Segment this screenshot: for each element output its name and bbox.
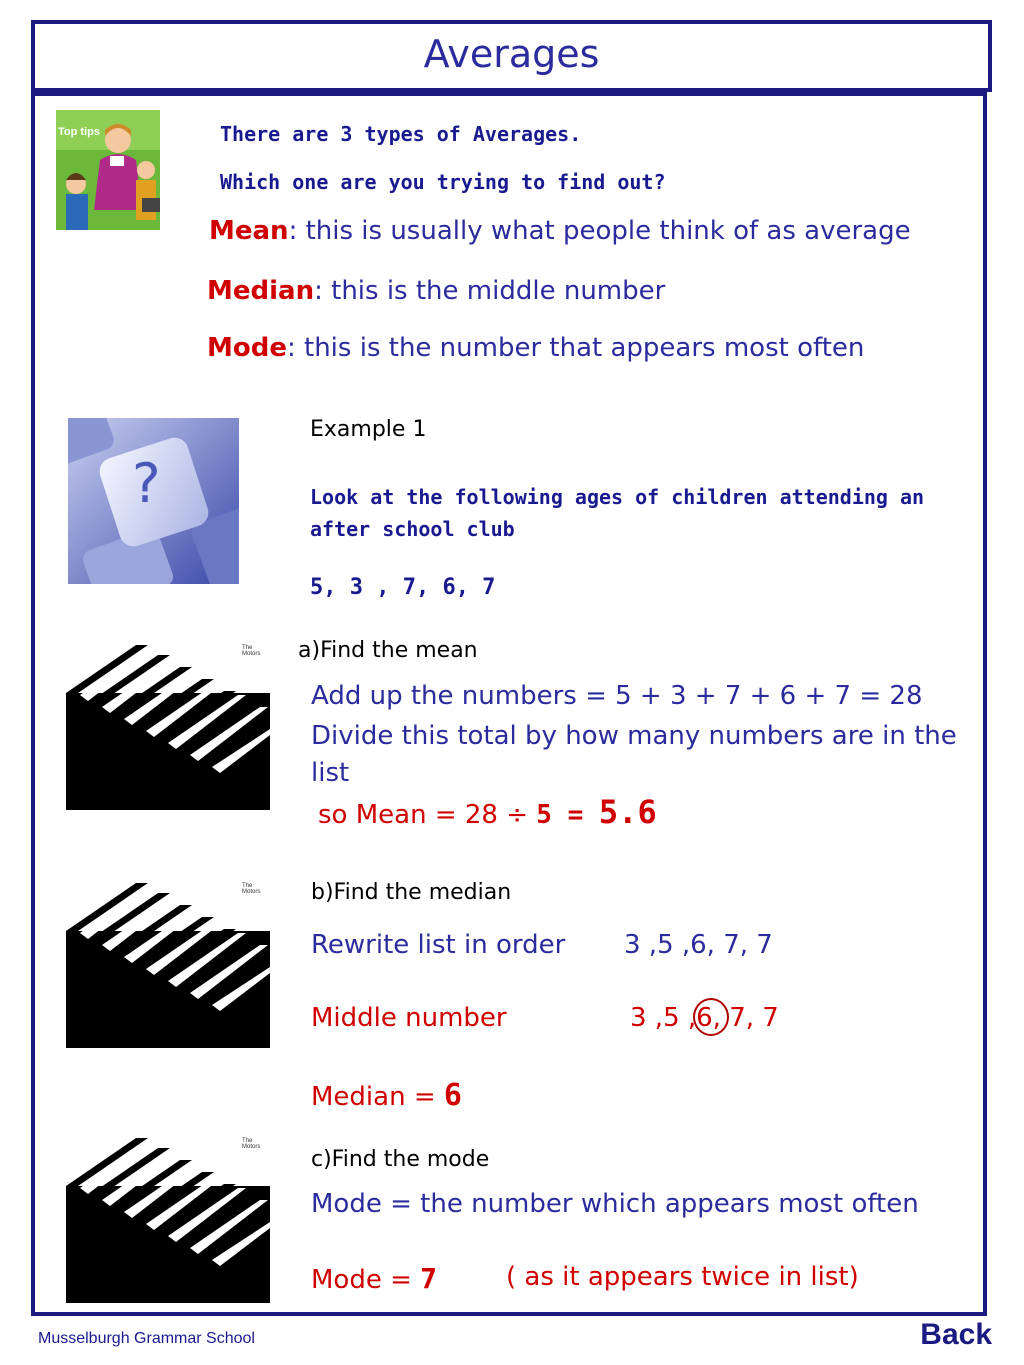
median-term: Median	[207, 276, 315, 306]
stairs-image-c	[66, 1138, 270, 1303]
mean-result-divisor: 5 =	[536, 800, 599, 830]
mode-value: 7	[420, 1262, 438, 1295]
mode-label: Mode =	[311, 1265, 421, 1295]
top-tips-label: Top tips	[58, 126, 100, 138]
mean-definition	[209, 216, 911, 246]
title-box	[31, 20, 992, 92]
mean-text: : this is usually what people think of as average	[288, 216, 911, 246]
school-name: Musselburgh Grammar School	[38, 1330, 255, 1347]
median-value: 6	[443, 1078, 462, 1113]
back-button[interactable]: Back	[920, 1318, 992, 1351]
rewrite-label: Rewrite list in order	[311, 930, 566, 960]
intro-line-1: There are 3 types of Averages.	[220, 122, 582, 146]
stairs-caption-b: The Motors	[242, 883, 261, 895]
example-prompt: Look at the following ages of children attending an after school club	[310, 485, 925, 541]
question-mark: ?	[132, 452, 161, 515]
part-a-result	[318, 793, 657, 831]
middle-list: 3 ,5 ,6, 7, 7	[630, 1003, 779, 1033]
median-text: : this is the middle number	[314, 276, 666, 306]
page-title: Averages	[423, 32, 600, 76]
mode-text: : this is the number that appears most often	[286, 333, 865, 363]
stairs-caption-a: The Motors	[242, 645, 261, 657]
median-label: Median =	[311, 1082, 444, 1112]
middle-number-label: Middle number	[311, 1003, 507, 1033]
stairs-caption-c: The Motors	[242, 1138, 261, 1150]
intro-line-2: Which one are you trying to find out?	[220, 170, 666, 194]
part-a-line-2: Divide this total by how many numbers are in the list	[311, 721, 957, 788]
example-data: 5, 3 , 7, 6, 7	[310, 575, 496, 600]
question-key-image	[68, 418, 239, 584]
part-a-line-1: Add up the numbers = 5 + 3 + 7 + 6 + 7 = 28	[311, 681, 923, 711]
stairs-image-a	[66, 645, 270, 810]
middle-number-circle	[693, 998, 729, 1036]
ordered-list: 3 ,5 ,6, 7, 7	[624, 930, 773, 960]
mean-result-prefix: so Mean = 28 ÷	[318, 800, 537, 830]
mean-result-value: 5.6	[598, 793, 657, 831]
mode-reason: ( as it appears twice in list)	[506, 1262, 859, 1292]
part-a-heading: a)Find the mean	[298, 638, 478, 663]
example-heading: Example 1	[310, 417, 427, 442]
mode-term: Mode	[207, 333, 287, 363]
median-definition	[207, 276, 665, 306]
stairs-image-b	[66, 883, 270, 1048]
top-tips-image	[56, 110, 160, 230]
mean-term: Mean	[209, 216, 289, 246]
part-c-heading: c)Find the mode	[311, 1147, 490, 1172]
part-b-heading: b)Find the median	[311, 880, 512, 905]
mode-definition	[207, 333, 864, 363]
mode-definition-line: Mode = the number which appears most often	[311, 1189, 919, 1219]
mode-result	[311, 1262, 437, 1295]
median-result	[311, 1078, 462, 1113]
